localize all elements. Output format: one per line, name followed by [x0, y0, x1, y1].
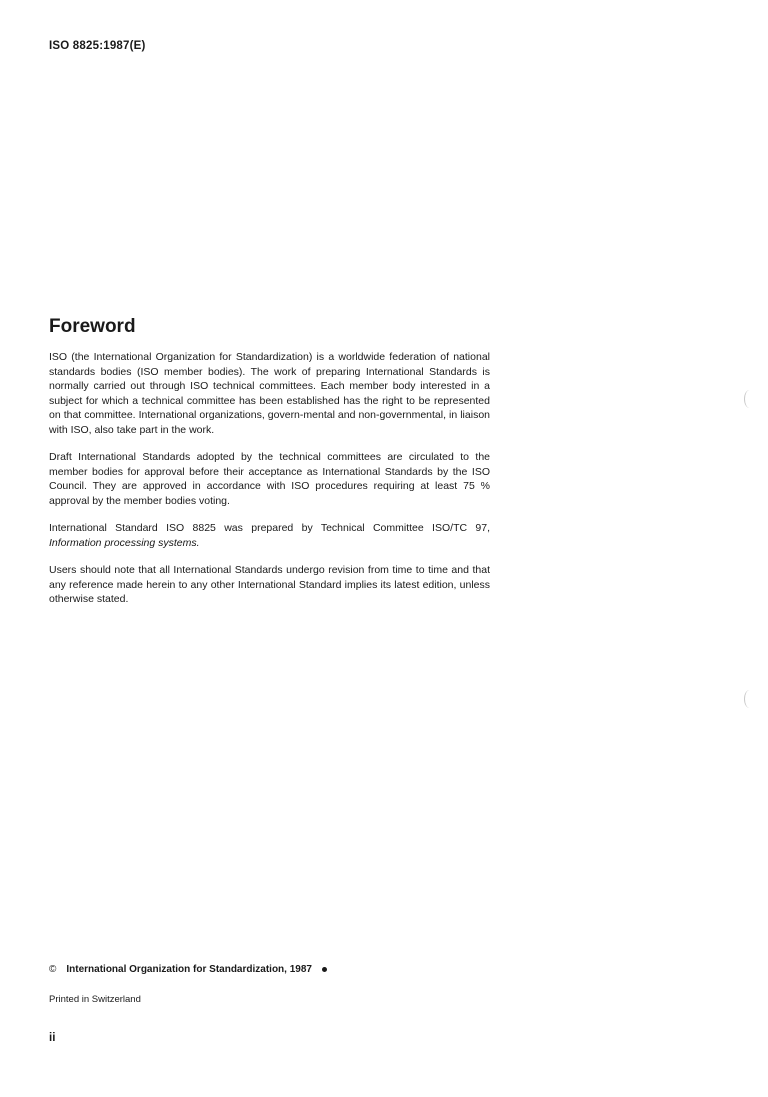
prepared-by-text: International Standard ISO 8825 was prepared by Technical Committee ISO/TC 97, [49, 522, 490, 534]
copyright-text: International Organization for Standardization, 1987 [66, 964, 312, 975]
punch-hole-icon [744, 390, 755, 408]
punch-hole-icon [744, 690, 755, 708]
standard-reference: ISO 8825:1987(E) [49, 40, 146, 52]
bullet-icon [322, 967, 327, 972]
copyright-line [49, 964, 327, 975]
printed-in: Printed in Switzerland [49, 994, 141, 1005]
paragraph-iso-description: ISO (the International Organization for Standardization) is a worldwide federation of national standards bodies (ISO member bodies). The work of preparing International Standards is normally carried out through ISO technical committees. Each member body interested in a subject for which a technical committee has been established has the right to be represented on that committee. International organizations, govern-mental and non-governmental, in liaison with ISO, also take part in the work. [49, 351, 490, 436]
committee-title: Information processing systems. [49, 536, 200, 549]
foreword-body [49, 350, 490, 607]
paragraph-draft-standards: Draft International Standards adopted by the technical committees are circulated to the member bodies for approval before their acceptance as International Standards by the ISO Council. They are approved in accordance with ISO procedures requiring at least 75 % approval by the member bodies voting. [49, 451, 490, 507]
paragraph-prepared-by [49, 521, 490, 550]
copyright-symbol: © [49, 964, 57, 975]
page-number: ii [49, 1032, 56, 1044]
paragraph-revision-note: Users should note that all International Standards undergo revision from time to time and that any reference made herein to any other International Standard implies its latest edition, unless otherwise stated. [49, 564, 490, 605]
foreword-heading: Foreword [49, 316, 136, 337]
